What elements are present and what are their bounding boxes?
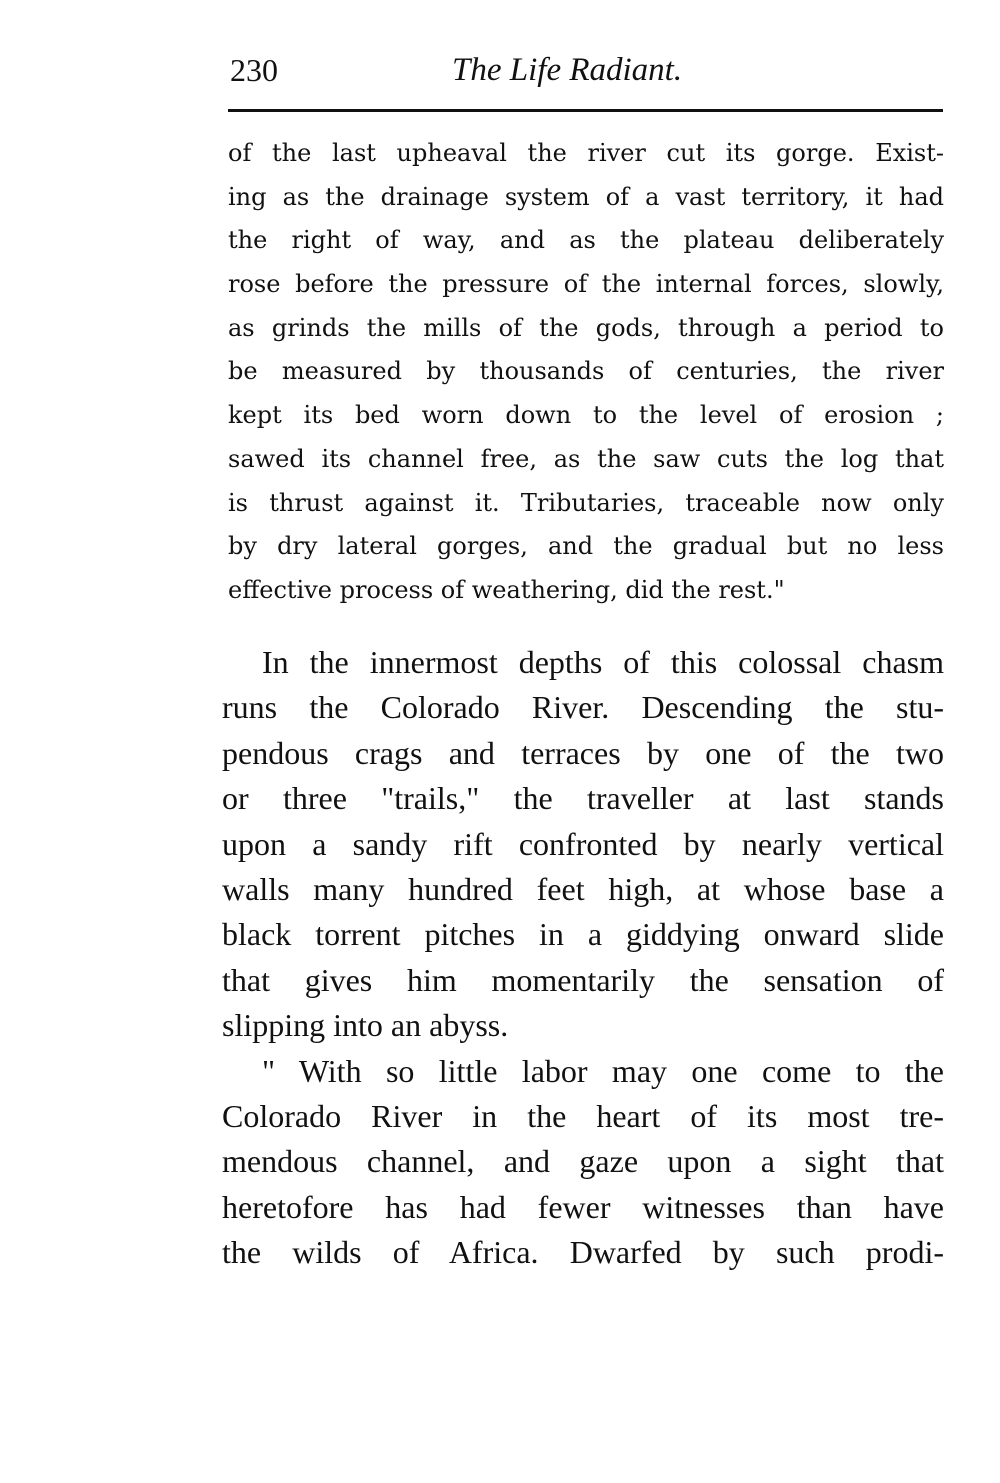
text-line: or three "trails," the traveller at last stands xyxy=(222,780,944,817)
text-line: by dry lateral gorges, and the gradual but no less xyxy=(228,532,944,561)
text-line: the right of way, and as the plateau deliberately xyxy=(228,226,944,255)
text-line: Colorado River in the heart of its most tre- xyxy=(222,1097,944,1134)
text-line: effective process of weathering, did the rest." xyxy=(228,575,785,604)
text-line: slipping into an abyss. xyxy=(222,1007,509,1044)
running-title: The Life Radiant. xyxy=(452,52,683,88)
text-line: rose before the pressure of the internal forces, slowly, xyxy=(228,270,944,299)
text-line: that gives him momentarily the sensation of xyxy=(222,961,944,998)
text-line: of the last upheaval the river cut its gorge. Exist- xyxy=(228,139,944,167)
page-header xyxy=(226,44,944,92)
text-line: black torrent pitches in a giddying onward slide xyxy=(222,916,944,953)
text-line: as grinds the mills of the gods, through a period to xyxy=(228,313,944,342)
text-line: " With so little labor may one come to the xyxy=(262,1052,944,1089)
text-line: is thrust against it. Tributaries, traceable now only xyxy=(228,488,944,517)
quoted-paragraph xyxy=(228,132,944,613)
text-line: mendous channel, and gaze upon a sight that xyxy=(222,1143,944,1180)
text-line: pendous crags and terraces by one of the two xyxy=(222,734,944,771)
text-line: kept its bed worn down to the level of erosion ; xyxy=(228,401,944,430)
text-line: be measured by thousands of centuries, the river xyxy=(228,357,944,386)
text-line: In the innermost depths of this colossal chasm xyxy=(262,644,944,680)
text-line: runs the Colorado River. Descending the stu- xyxy=(222,689,944,726)
text-line: the wilds of Africa. Dwarfed by such prodi- xyxy=(222,1234,944,1271)
main-text xyxy=(222,640,944,1275)
text-line: ing as the drainage system of a vast territory, it had xyxy=(228,182,944,211)
header-rule xyxy=(228,109,943,112)
text-line: walls many hundred feet high, at whose base a xyxy=(222,870,944,907)
text-line: heretofore has had fewer witnesses than have xyxy=(222,1188,944,1225)
text-line: upon a sandy rift confronted by nearly vertical xyxy=(222,825,944,862)
text-line: sawed its channel free, as the saw cuts the log that xyxy=(228,444,944,473)
page-number: 230 xyxy=(230,52,278,88)
